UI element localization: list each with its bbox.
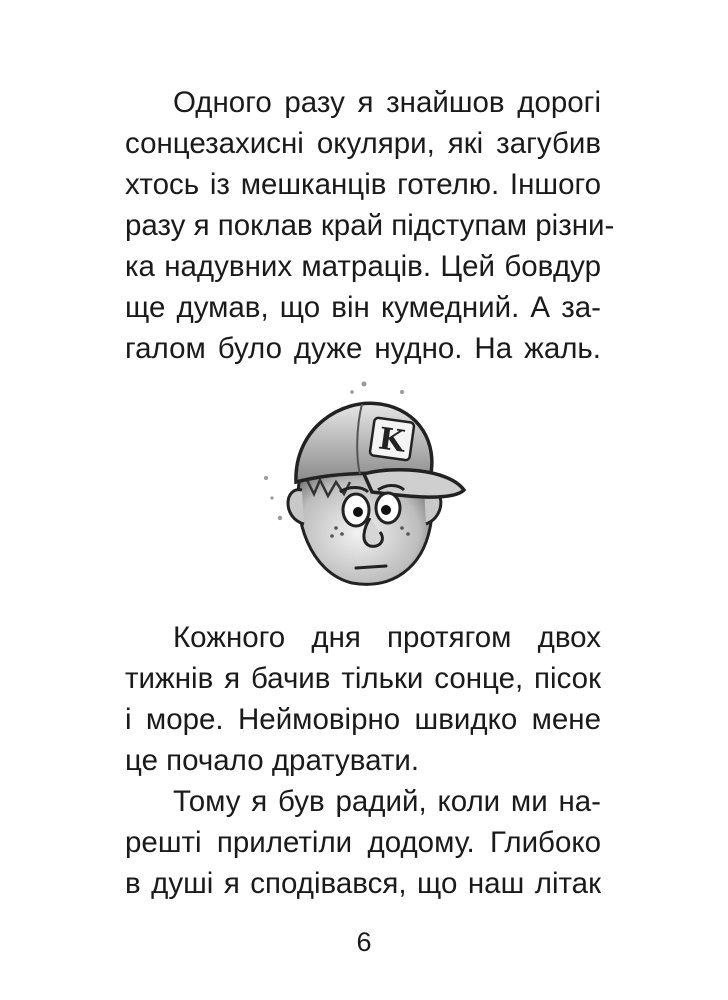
paragraph-line: решті прилетіли додому. Глибоко — [125, 826, 601, 859]
paragraph-line: і море. Неймовірно швидко мене — [125, 703, 601, 736]
paragraph-1 — [125, 82, 615, 369]
paragraph-line: галом було дуже нудно. На жаль. — [125, 332, 601, 365]
paragraph-line: ка надувних матраців. Цей бовдур — [125, 250, 601, 283]
paragraph-line: тижнів я бачив тільки сонце, пісок — [125, 662, 601, 695]
cap-letter: K — [376, 421, 408, 460]
paragraph-line: ще думав, що він кумедний. А за- — [125, 291, 601, 324]
paragraph-line: разу я поклав край підступам різни- — [125, 209, 615, 242]
paragraph-line: Тому я був радий, коли ми на- — [173, 785, 601, 818]
paragraph-line: в душі я сподівався, що наш літак — [125, 867, 601, 900]
paragraph-line: це почало дратувати. — [125, 744, 420, 777]
page-number: 6 — [356, 927, 372, 957]
paragraph-line: хтось із мешканців готелю. Іншого — [125, 168, 601, 201]
paragraph-3 — [125, 781, 601, 904]
paragraph-line: Одного разу я знайшов дорогі — [173, 86, 601, 119]
paragraph-line: сонцезахисні окуляри, які загубив — [125, 127, 601, 160]
paragraph-2 — [125, 617, 601, 781]
boy-face-icon — [252, 378, 472, 598]
boy-in-cap-illustration — [252, 378, 472, 598]
paragraph-line: Кожного дня протягом двох — [173, 621, 601, 654]
